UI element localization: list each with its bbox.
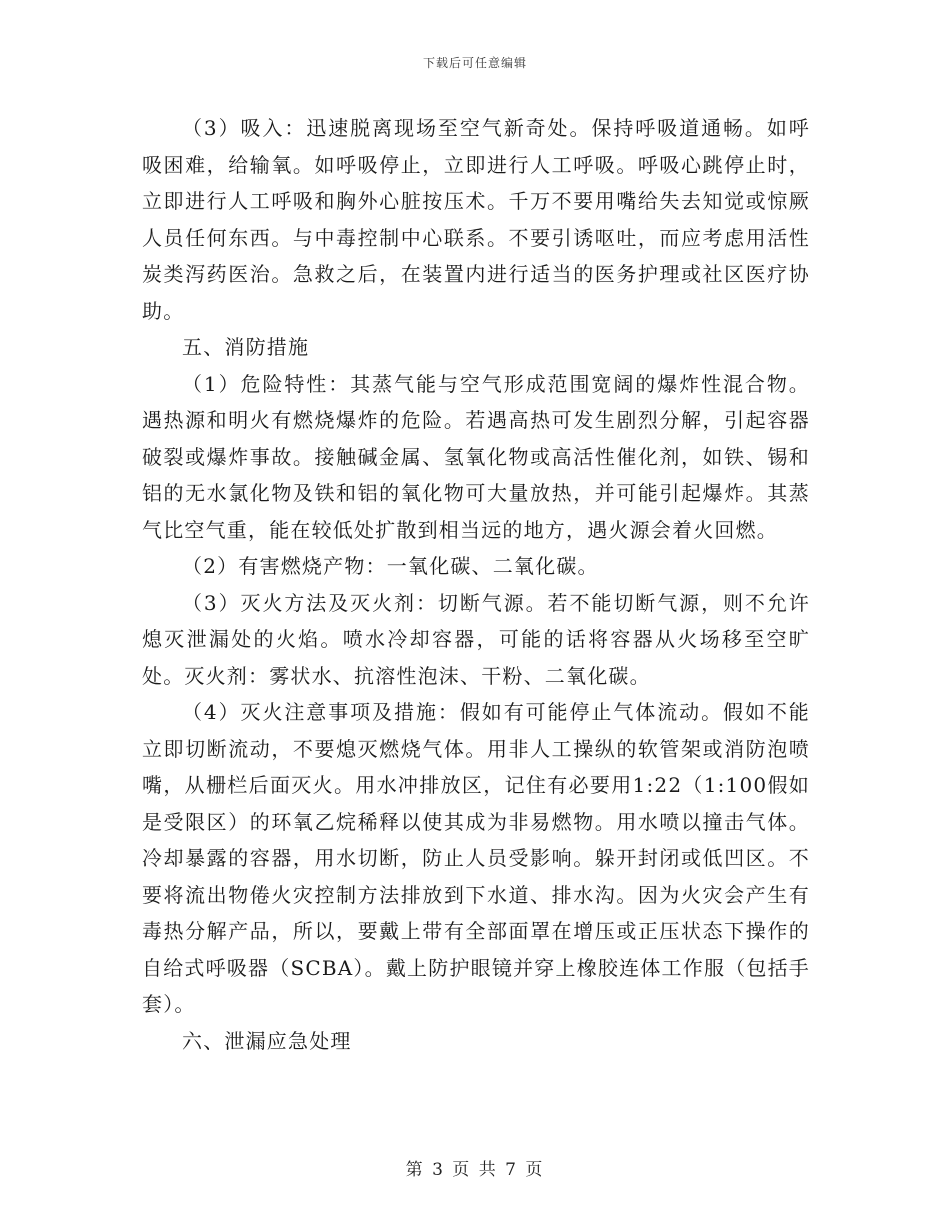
- paragraph-fire-precautions: （4）灭火注意事项及措施：假如有可能停止气体流动。假如不能立即切断流动，不要熄灭燃烧气体。用非人工操纵的软管架或消防泡喷嘴，从栅栏后面灭火。用水冲排放区，记住有必要用1:22（1:100假如是受限区）的环氧乙烷稀释以使其成为非易燃物。用水喷以撞击气体。冷却暴露的容器，用水切断，防止人员受影响。躲开封闭或低凹区。不要将流出物倦火灾控制方法排放到下水道、排水沟。因为火灾会产生有毒热分解产品，所以，要戴上带有全部面罩在增压或正压状态下操作的自给式呼吸器（SCBA）。戴上防护眼镜并穿上橡胶连体工作服（包括手套）。: [142, 700, 810, 1016]
- paragraph-hazard-characteristics: （1）危险特性：其蒸气能与空气形成范围宽阔的爆炸性混合物。遇热源和明火有燃烧爆炸的危险。若遇高热可发生剧烈分解，引起容器破裂或爆炸事故。接触碱金属、氢氧化物或高活性催化剂，如铁、锡和铝的无水氯化物及铁和铝的氧化物可大量放热，并可能引起爆炸。其蒸气比空气重，能在较低处扩散到相当远的地方，遇火源会着火回燃。: [142, 371, 810, 542]
- section-heading-fire-fighting: 五、消防措施: [182, 335, 310, 359]
- page-footer: 第 3 页 共 7 页: [405, 1160, 545, 1180]
- document-body: [142, 110, 810, 1059]
- section-heading-leak-response: 六、泄漏应急处理: [182, 1028, 352, 1053]
- paragraph-combustion-products: （2）有害燃烧产物：一氧化碳、二氧化碳。: [182, 554, 599, 578]
- page-header: 下载后可任意编辑: [422, 56, 527, 70]
- paragraph-extinguishing-methods: （3）灭火方法及灭火剂：切断气源。若不能切断气源，则不允许熄灭泄漏处的火焰。喷水冷却容器，可能的话将容器从火场移至空旷处。灭火剂：雾状水、抗溶性泡沫、干粉、二氧化碳。: [142, 590, 810, 688]
- paragraph-inhalation: （3）吸入：迅速脱离现场至空气新奇处。保持呼吸道通畅。如呼吸困难，给输氧。如呼吸停止，立即进行人工呼吸。呼吸心跳停止时，立即进行人工呼吸和胸外心脏按压术。千万不要用嘴给失去知觉或惊厥人员任何东西。与中毒控制中心联系。不要引诱呕吐，而应考虑用活性炭类泻药医治。急救之后，在装置内进行适当的医务护理或社区医疗协助。: [142, 116, 810, 323]
